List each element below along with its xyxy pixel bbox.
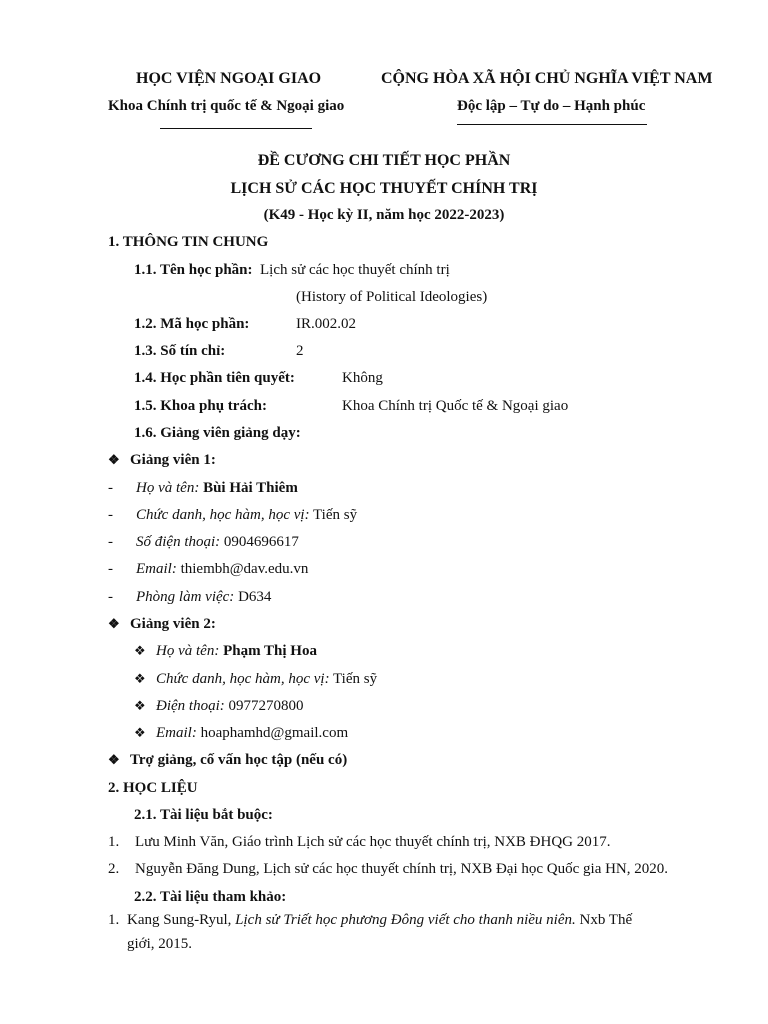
- doc-title: ĐỀ CƯƠNG CHI TIẾT HỌC PHẦN: [257, 152, 511, 169]
- left-header-rule: [160, 128, 312, 129]
- diamond-bullet-icon: ❖: [134, 671, 146, 686]
- lecturers-label: 1.6. Giảng viên giảng dạy:: [134, 425, 301, 441]
- semester-line: (K49 - Học kỳ II, năm học 2022-2023): [263, 207, 505, 223]
- lecturer2-title-row: ❖ Chức danh, học hàm, học vị: Tiến sỹ: [134, 671, 378, 687]
- lecturer2-heading: ❖ Giảng viên 2:: [108, 616, 216, 632]
- course-code-label: 1.2. Mã học phần:: [134, 316, 250, 332]
- country-name: CỘNG HÒA XÃ HỘI CHỦ NGHĨA VIỆT NAM: [381, 70, 713, 87]
- national-motto: Độc lập – Tự do – Hạnh phúc: [457, 98, 646, 114]
- lecturer1-phone-row: - Số điện thoại: 0904696617: [108, 534, 299, 550]
- required-item-2: 2. Nguyễn Đăng Dung, Lịch sử các học thuyết chính trị, NXB Đại học Quốc gia HN, 2020.: [108, 861, 669, 877]
- credits-value: 2: [296, 343, 304, 359]
- lecturer2-phone-row: ❖ Điện thoại: 0977270800: [134, 698, 304, 714]
- diamond-bullet-icon: ❖: [108, 752, 120, 767]
- department-label: 1.5. Khoa phụ trách:: [134, 398, 267, 414]
- reference-item-1: 1. Kang Sung-Ryul, Lịch sử Triết học phương Đông viết cho thanh niều niên. Nxb Thế: [108, 912, 633, 928]
- reference-item-1-continued: giới, 2015.: [127, 936, 193, 952]
- lecturer1-name-row: - Họ và tên: Bùi Hải Thiêm: [108, 480, 298, 496]
- lecturer1-heading: ❖ Giảng viên 1:: [108, 452, 216, 468]
- department-value: Khoa Chính trị Quốc tế & Ngoại giao: [342, 398, 569, 414]
- lecturer1-email-row: - Email: thiembh@dav.edu.vn: [108, 561, 309, 577]
- prerequisite-label: 1.4. Học phần tiên quyết:: [134, 370, 295, 386]
- course-title: LỊCH SỬ CÁC HỌC THUYẾT CHÍNH TRỊ: [230, 180, 538, 197]
- course-code-value: IR.002.02: [296, 316, 356, 332]
- lecturer2-email-row: ❖ Email: hoaphamhd@gmail.com: [134, 725, 349, 741]
- diamond-bullet-icon: ❖: [108, 452, 120, 467]
- assistant-row: ❖ Trợ giảng, cố vấn học tập (nếu có): [108, 752, 348, 768]
- right-header-rule: [457, 124, 647, 125]
- diamond-bullet-icon: ❖: [134, 698, 146, 713]
- required-materials-label: 2.1. Tài liệu bắt buộc:: [134, 807, 273, 823]
- lecturer1-title-row: - Chức danh, học hàm, học vị: Tiến sỹ: [108, 507, 358, 523]
- lecturer1-office-row: - Phòng làm việc: D634: [108, 589, 272, 605]
- section1-heading: 1. THÔNG TIN CHUNG: [108, 234, 269, 250]
- diamond-bullet-icon: ❖: [134, 725, 146, 740]
- faculty-name: Khoa Chính trị quốc tế & Ngoại giao: [108, 98, 345, 114]
- reference-materials-label: 2.2. Tài liệu tham khảo:: [134, 889, 287, 905]
- prerequisite-value: Không: [342, 370, 383, 386]
- credits-label: 1.3. Số tín chỉ:: [134, 343, 226, 359]
- lecturer2-name-row: ❖ Họ và tên: Phạm Thị Hoa: [134, 643, 317, 659]
- institute-name: HỌC VIỆN NGOẠI GIAO: [136, 70, 322, 87]
- required-item-1: 1. Lưu Minh Văn, Giáo trình Lịch sử các học thuyết chính trị, NXB ĐHQG 2017.: [108, 834, 611, 850]
- course-name-vi: Lịch sử các học thuyết chính trị: [260, 262, 450, 278]
- section2-heading: 2. HỌC LIỆU: [108, 780, 198, 796]
- course-name-en: (History of Political Ideologies): [296, 289, 488, 305]
- course-name-label: 1.1. Tên học phần:: [134, 262, 253, 278]
- diamond-bullet-icon: ❖: [108, 616, 120, 631]
- diamond-bullet-icon: ❖: [134, 643, 146, 658]
